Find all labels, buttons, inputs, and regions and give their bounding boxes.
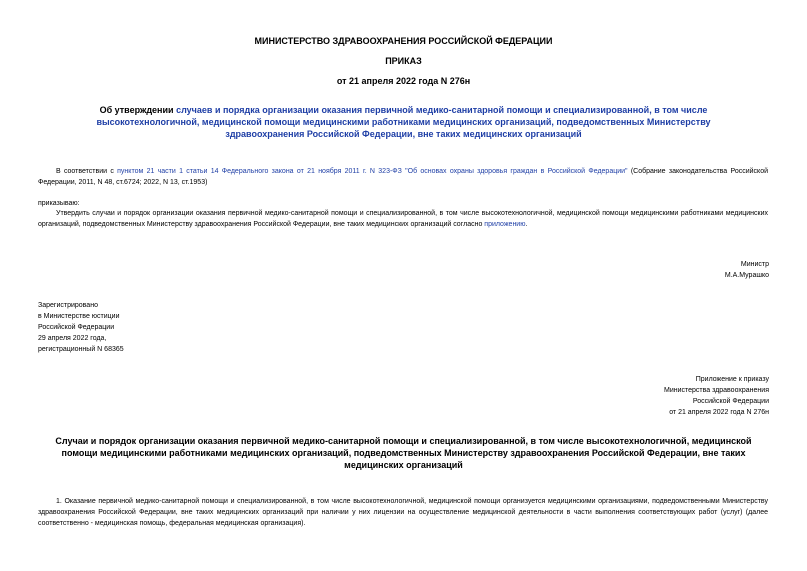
appendix-header-line-4: от 21 апреля 2022 года N 276н xyxy=(669,409,769,416)
registration-line-2: в Министерстве юстиции xyxy=(38,313,120,320)
signature-name: М.А.Мурашко xyxy=(724,272,769,279)
appendix-header-line-3: Российской Федерации xyxy=(692,398,769,405)
title-prefix: Об утверждении xyxy=(99,105,177,115)
approve-text: Утвердить случаи и порядок организации оказания первичной медико-санитарной помощи и специализированной, в том числе высокотехнологичной, медицинской помощи медицинскими работниками медицинских организаций, подведомственных Министерству здравоохранения Российской Федерации, вне таких медицинских организаций согласно xyxy=(38,210,768,228)
registration-line-1: Зарегистрировано xyxy=(38,302,98,309)
order-word: приказываю: xyxy=(38,200,80,207)
appendix-link[interactable]: приложению xyxy=(484,221,526,228)
appendix-header-line-1: Приложение к приказу xyxy=(695,376,769,383)
preamble xyxy=(38,166,768,188)
law-link[interactable]: пунктом 21 части 1 статьи 14 Федерального закона от 21 ноября 2011 г. N 323-ФЗ "Об основах охраны здоровья граждан в Российской Федерации" xyxy=(117,168,628,175)
signature-position: Министр xyxy=(740,261,769,268)
registration-line-3: Российской Федерации xyxy=(38,324,115,331)
doc-type: ПРИКАЗ xyxy=(385,56,422,66)
preamble-start: В соответствии с xyxy=(56,168,118,175)
registration-line-4: 29 апреля 2022 года, xyxy=(38,335,107,342)
preamble-end: (Собрание законодательства Российской Федерации, 2011, N 48, ст.6724; 2022, N 13, ст.1953) xyxy=(38,168,768,186)
ministry-heading: МИНИСТЕРСТВО ЗДРАВООХРАНЕНИЯ РОССИЙСКОЙ ФЕДЕРАЦИИ xyxy=(254,36,553,46)
appendix-header-line-2: Министерства здравоохранения xyxy=(664,387,769,394)
doc-date-number: от 21 апреля 2022 года N 276н xyxy=(336,76,471,86)
approve-paragraph xyxy=(38,208,768,230)
approve-end: . xyxy=(525,221,528,228)
appendix-title: Случаи и порядок организации оказания первичной медико-санитарной помощи и специализированной, в том числе высокотехнологичной, медицинской помощи медицинскими работниками медицинских организаций, подведомственных Министерству здравоохранения Российской Федерации, вне таких медицинских организаций xyxy=(55,436,752,470)
item-1: 1. Оказание первичной медико-санитарной помощи и специализированной, в том числе высокотехнологичной, медицинской помощи организуется медицинскими организациями, подведомственными Министерству здравоохранения Российской Федерации, вне таких медицинских организаций при наличии у них лицензии на осуществление медицинской деятельности в части выполнения соответствующих работ (услуг) (далее соответственно - медицинская помощь, федеральная медицинская организация). xyxy=(38,498,768,527)
doc-title xyxy=(60,104,747,140)
title-link[interactable]: случаев и порядка организации оказания первичной медико-санитарной помощи и специализированной, в том числе высокотехнологичной, медицинской помощи медицинскими работниками медицинских организаций, подведомственных Министерству здравоохранения Российской Федерации, вне таких медицинских организаций xyxy=(96,105,711,139)
registration-line-5: регистрационный N 68365 xyxy=(38,346,124,353)
